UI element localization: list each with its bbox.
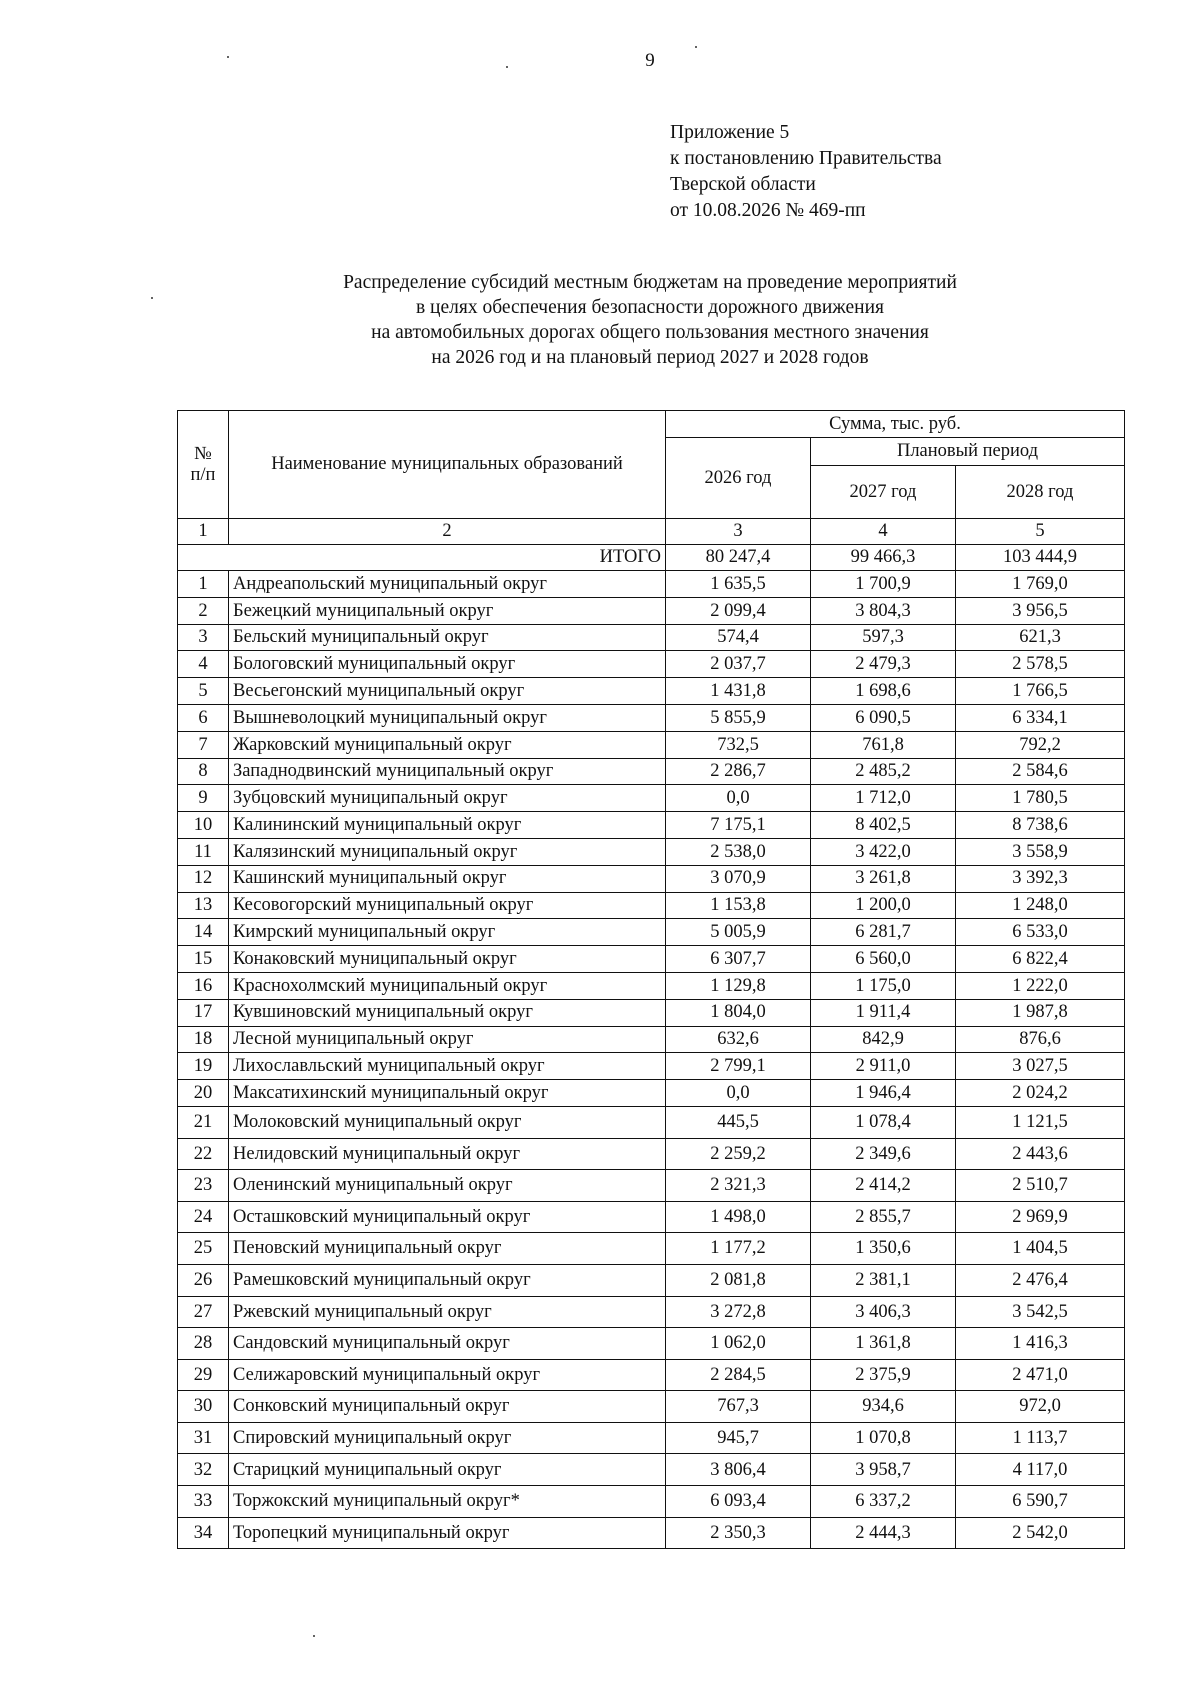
table-row — [178, 1517, 1125, 1549]
row-number: 34 — [178, 1517, 229, 1549]
municipality-name: Весьегонский муниципальный округ — [229, 678, 666, 705]
amount-2026: 2 037,7 — [666, 651, 811, 678]
row-number: 21 — [178, 1106, 229, 1138]
total-2027: 99 466,3 — [811, 545, 956, 571]
table-row — [178, 1454, 1125, 1486]
amount-2026: 2 099,4 — [666, 597, 811, 624]
table-row — [178, 892, 1125, 919]
amount-2028: 6 533,0 — [956, 919, 1125, 946]
amount-2028: 3 027,5 — [956, 1053, 1125, 1080]
table-body — [178, 545, 1125, 1549]
amount-2028: 2 443,6 — [956, 1138, 1125, 1170]
amount-2028: 1 404,5 — [956, 1233, 1125, 1265]
row-number: 29 — [178, 1359, 229, 1391]
header-number: № п/п — [178, 411, 229, 519]
amount-2028: 2 969,9 — [956, 1201, 1125, 1233]
amount-2028: 1 222,0 — [956, 972, 1125, 999]
table-row — [178, 1486, 1125, 1518]
row-number: 28 — [178, 1328, 229, 1360]
amount-2028: 2 542,0 — [956, 1517, 1125, 1549]
municipality-name: Вышневолоцкий муниципальный округ — [229, 704, 666, 731]
amount-2027: 597,3 — [811, 624, 956, 651]
column-number: 2 — [229, 519, 666, 545]
row-number: 18 — [178, 1026, 229, 1053]
amount-2028: 2 476,4 — [956, 1264, 1125, 1296]
municipality-name: Нелидовский муниципальный округ — [229, 1138, 666, 1170]
amount-2026: 445,5 — [666, 1106, 811, 1138]
document-title — [240, 270, 1060, 370]
title-line: на автомобильных дорогах общего пользования местного значения — [371, 322, 929, 343]
appendix-block — [670, 120, 942, 224]
amount-2026: 945,7 — [666, 1422, 811, 1454]
row-number: 30 — [178, 1391, 229, 1423]
municipality-name: Бежецкий муниципальный округ — [229, 597, 666, 624]
municipality-name: Кимрский муниципальный округ — [229, 919, 666, 946]
row-number: 31 — [178, 1422, 229, 1454]
amount-2027: 6 090,5 — [811, 704, 956, 731]
title-line: на 2026 год и на плановый период 2027 и 2028 годов — [431, 347, 869, 368]
amount-2026: 767,3 — [666, 1391, 811, 1423]
amount-2026: 6 307,7 — [666, 946, 811, 973]
row-number: 25 — [178, 1233, 229, 1265]
amount-2027: 2 381,1 — [811, 1264, 956, 1296]
amount-2027: 3 804,3 — [811, 597, 956, 624]
municipality-name: Торопецкий муниципальный округ — [229, 1517, 666, 1549]
amount-2027: 6 337,2 — [811, 1486, 956, 1518]
amount-2027: 1 200,0 — [811, 892, 956, 919]
table-row — [178, 597, 1125, 624]
municipality-name: Кувшиновский муниципальный округ — [229, 999, 666, 1026]
municipality-name: Бельский муниципальный округ — [229, 624, 666, 651]
amount-2028: 1 121,5 — [956, 1106, 1125, 1138]
municipality-name: Лихославльский муниципальный округ — [229, 1053, 666, 1080]
amount-2027: 3 422,0 — [811, 838, 956, 865]
table-row — [178, 1201, 1125, 1233]
amount-2027: 2 485,2 — [811, 758, 956, 785]
amount-2028: 6 590,7 — [956, 1486, 1125, 1518]
row-number: 3 — [178, 624, 229, 651]
amount-2026: 1 431,8 — [666, 678, 811, 705]
appendix-line: Тверской области — [670, 174, 816, 195]
subsidy-table — [177, 410, 1125, 1549]
amount-2028: 2 024,2 — [956, 1080, 1125, 1107]
row-number: 4 — [178, 651, 229, 678]
amount-2026: 2 350,3 — [666, 1517, 811, 1549]
table-row — [178, 678, 1125, 705]
row-number: 24 — [178, 1201, 229, 1233]
amount-2026: 0,0 — [666, 785, 811, 812]
header-planned-period: Плановый период — [811, 438, 1125, 466]
amount-2026: 1 635,5 — [666, 571, 811, 598]
row-number: 6 — [178, 704, 229, 731]
amount-2026: 574,4 — [666, 624, 811, 651]
municipality-name: Молоковский муниципальный округ — [229, 1106, 666, 1138]
header-name: Наименование муниципальных образований — [229, 411, 666, 519]
amount-2028: 6 334,1 — [956, 704, 1125, 731]
municipality-name: Торжокский муниципальный округ* — [229, 1486, 666, 1518]
title-line: в целях обеспечения безопасности дорожного движения — [415, 297, 885, 318]
amount-2028: 8 738,6 — [956, 812, 1125, 839]
amount-2026: 3 272,8 — [666, 1296, 811, 1328]
amount-2027: 1 350,6 — [811, 1233, 956, 1265]
amount-2027: 8 402,5 — [811, 812, 956, 839]
column-number: 5 — [956, 519, 1125, 545]
header-2027: 2027 год — [811, 466, 956, 519]
row-number: 22 — [178, 1138, 229, 1170]
table-header — [178, 411, 1125, 545]
table-row — [178, 1233, 1125, 1265]
amount-2026: 1 804,0 — [666, 999, 811, 1026]
table-row — [178, 1328, 1125, 1360]
table-row — [178, 1080, 1125, 1107]
row-number: 12 — [178, 865, 229, 892]
amount-2026: 732,5 — [666, 731, 811, 758]
table-row — [178, 812, 1125, 839]
table-row — [178, 1138, 1125, 1170]
municipality-name: Жарковский муниципальный округ — [229, 731, 666, 758]
amount-2028: 1 416,3 — [956, 1328, 1125, 1360]
row-number: 26 — [178, 1264, 229, 1296]
amount-2026: 2 799,1 — [666, 1053, 811, 1080]
row-number: 7 — [178, 731, 229, 758]
amount-2026: 3 070,9 — [666, 865, 811, 892]
row-number: 5 — [178, 678, 229, 705]
amount-2027: 6 560,0 — [811, 946, 956, 973]
table-row — [178, 1053, 1125, 1080]
row-number: 13 — [178, 892, 229, 919]
table-row — [178, 1422, 1125, 1454]
amount-2028: 1 769,0 — [956, 571, 1125, 598]
amount-2026: 1 129,8 — [666, 972, 811, 999]
row-number: 2 — [178, 597, 229, 624]
municipality-name: Рамешковский муниципальный округ — [229, 1264, 666, 1296]
table-row — [178, 919, 1125, 946]
row-number: 1 — [178, 571, 229, 598]
amount-2026: 7 175,1 — [666, 812, 811, 839]
row-number: 27 — [178, 1296, 229, 1328]
table-row — [178, 571, 1125, 598]
table-row — [178, 651, 1125, 678]
municipality-name: Калининский муниципальный округ — [229, 812, 666, 839]
row-number: 9 — [178, 785, 229, 812]
amount-2026: 2 286,7 — [666, 758, 811, 785]
table-row — [178, 946, 1125, 973]
amount-2028: 2 578,5 — [956, 651, 1125, 678]
amount-2026: 632,6 — [666, 1026, 811, 1053]
amount-2027: 1 175,0 — [811, 972, 956, 999]
table-row — [178, 1170, 1125, 1202]
amount-2028: 1 766,5 — [956, 678, 1125, 705]
table-row — [178, 972, 1125, 999]
amount-2028: 3 542,5 — [956, 1296, 1125, 1328]
amount-2028: 876,6 — [956, 1026, 1125, 1053]
table-row — [178, 1359, 1125, 1391]
amount-2028: 792,2 — [956, 731, 1125, 758]
municipality-name: Кашинский муниципальный округ — [229, 865, 666, 892]
table-row — [178, 731, 1125, 758]
row-number: 14 — [178, 919, 229, 946]
scan-speck — [695, 46, 697, 48]
amount-2027: 1 700,9 — [811, 571, 956, 598]
amount-2028: 972,0 — [956, 1391, 1125, 1423]
amount-2027: 3 406,3 — [811, 1296, 956, 1328]
municipality-name: Бологовский муниципальный округ — [229, 651, 666, 678]
amount-2026: 2 259,2 — [666, 1138, 811, 1170]
total-2026: 80 247,4 — [666, 545, 811, 571]
municipality-name: Западнодвинский муниципальный округ — [229, 758, 666, 785]
column-number: 1 — [178, 519, 229, 545]
amount-2028: 4 117,0 — [956, 1454, 1125, 1486]
amount-2028: 2 584,6 — [956, 758, 1125, 785]
total-row — [178, 545, 1125, 571]
row-number: 16 — [178, 972, 229, 999]
amount-2026: 1 153,8 — [666, 892, 811, 919]
row-number: 11 — [178, 838, 229, 865]
municipality-name: Осташковский муниципальный округ — [229, 1201, 666, 1233]
row-number: 32 — [178, 1454, 229, 1486]
amount-2026: 2 538,0 — [666, 838, 811, 865]
table-row — [178, 865, 1125, 892]
table-row — [178, 624, 1125, 651]
municipality-name: Максатихинский муниципальный округ — [229, 1080, 666, 1107]
amount-2027: 1 911,4 — [811, 999, 956, 1026]
table-row — [178, 758, 1125, 785]
municipality-name: Селижаровский муниципальный округ — [229, 1359, 666, 1391]
amount-2027: 1 078,4 — [811, 1106, 956, 1138]
municipality-name: Краснохолмский муниципальный округ — [229, 972, 666, 999]
municipality-name: Оленинский муниципальный округ — [229, 1170, 666, 1202]
appendix-line: Приложение 5 — [670, 122, 790, 143]
amount-2028: 1 987,8 — [956, 999, 1125, 1026]
municipality-name: Сандовский муниципальный округ — [229, 1328, 666, 1360]
column-number: 4 — [811, 519, 956, 545]
municipality-name: Ржевский муниципальный округ — [229, 1296, 666, 1328]
amount-2026: 3 806,4 — [666, 1454, 811, 1486]
table-row — [178, 1264, 1125, 1296]
amount-2027: 761,8 — [811, 731, 956, 758]
appendix-line: к постановлению Правительства — [670, 148, 942, 169]
column-number: 3 — [666, 519, 811, 545]
title-line: Распределение субсидий местным бюджетам на проведение мероприятий — [343, 272, 957, 293]
municipality-name: Спировский муниципальный округ — [229, 1422, 666, 1454]
amount-2026: 6 093,4 — [666, 1486, 811, 1518]
amount-2027: 2 479,3 — [811, 651, 956, 678]
table-row — [178, 1391, 1125, 1423]
row-number: 20 — [178, 1080, 229, 1107]
municipality-name: Пеновский муниципальный округ — [229, 1233, 666, 1265]
amount-2028: 3 956,5 — [956, 597, 1125, 624]
header-sum: Сумма, тыс. руб. — [666, 411, 1125, 438]
amount-2027: 1 698,6 — [811, 678, 956, 705]
table-row — [178, 999, 1125, 1026]
amount-2026: 2 284,5 — [666, 1359, 811, 1391]
row-number: 8 — [178, 758, 229, 785]
column-numbers-row — [178, 519, 1125, 545]
row-number: 10 — [178, 812, 229, 839]
amount-2026: 1 062,0 — [666, 1328, 811, 1360]
table-row — [178, 1296, 1125, 1328]
header-2026: 2026 год — [666, 438, 811, 519]
amount-2028: 1 113,7 — [956, 1422, 1125, 1454]
amount-2027: 2 444,3 — [811, 1517, 956, 1549]
header-2028: 2028 год — [956, 466, 1125, 519]
amount-2028: 2 510,7 — [956, 1170, 1125, 1202]
municipality-name: Конаковский муниципальный округ — [229, 946, 666, 973]
amount-2028: 1 780,5 — [956, 785, 1125, 812]
amount-2027: 934,6 — [811, 1391, 956, 1423]
table-row — [178, 785, 1125, 812]
amount-2026: 5 855,9 — [666, 704, 811, 731]
row-number: 33 — [178, 1486, 229, 1518]
amount-2026: 1 498,0 — [666, 1201, 811, 1233]
amount-2027: 1 361,8 — [811, 1328, 956, 1360]
amount-2026: 0,0 — [666, 1080, 811, 1107]
scan-speck — [313, 1635, 315, 1637]
amount-2027: 2 349,6 — [811, 1138, 956, 1170]
amount-2028: 621,3 — [956, 624, 1125, 651]
table-row — [178, 704, 1125, 731]
amount-2027: 3 958,7 — [811, 1454, 956, 1486]
amount-2027: 2 375,9 — [811, 1359, 956, 1391]
amount-2027: 6 281,7 — [811, 919, 956, 946]
amount-2026: 2 321,3 — [666, 1170, 811, 1202]
amount-2028: 3 558,9 — [956, 838, 1125, 865]
municipality-name: Старицкий муниципальный округ — [229, 1454, 666, 1486]
row-number: 23 — [178, 1170, 229, 1202]
scan-speck — [151, 297, 153, 299]
row-number: 17 — [178, 999, 229, 1026]
total-2028: 103 444,9 — [956, 545, 1125, 571]
municipality-name: Кесовогорский муниципальный округ — [229, 892, 666, 919]
amount-2027: 1 070,8 — [811, 1422, 956, 1454]
amount-2028: 3 392,3 — [956, 865, 1125, 892]
municipality-name: Лесной муниципальный округ — [229, 1026, 666, 1053]
municipality-name: Андреапольский муниципальный округ — [229, 571, 666, 598]
municipality-name: Калязинский муниципальный округ — [229, 838, 666, 865]
table-row — [178, 838, 1125, 865]
amount-2026: 2 081,8 — [666, 1264, 811, 1296]
amount-2026: 1 177,2 — [666, 1233, 811, 1265]
row-number: 19 — [178, 1053, 229, 1080]
amount-2027: 3 261,8 — [811, 865, 956, 892]
table-row — [178, 1106, 1125, 1138]
amount-2027: 842,9 — [811, 1026, 956, 1053]
municipality-name: Сонковский муниципальный округ — [229, 1391, 666, 1423]
amount-2028: 6 822,4 — [956, 946, 1125, 973]
municipality-name: Зубцовский муниципальный округ — [229, 785, 666, 812]
amount-2028: 1 248,0 — [956, 892, 1125, 919]
appendix-line: от 10.08.2026 № 469-пп — [670, 200, 866, 221]
table-row — [178, 1026, 1125, 1053]
amount-2027: 1 712,0 — [811, 785, 956, 812]
amount-2027: 2 911,0 — [811, 1053, 956, 1080]
page-number: 9 — [645, 50, 655, 71]
amount-2026: 5 005,9 — [666, 919, 811, 946]
amount-2027: 2 855,7 — [811, 1201, 956, 1233]
row-number: 15 — [178, 946, 229, 973]
amount-2027: 2 414,2 — [811, 1170, 956, 1202]
amount-2028: 2 471,0 — [956, 1359, 1125, 1391]
amount-2027: 1 946,4 — [811, 1080, 956, 1107]
total-label: ИТОГО — [178, 545, 666, 571]
